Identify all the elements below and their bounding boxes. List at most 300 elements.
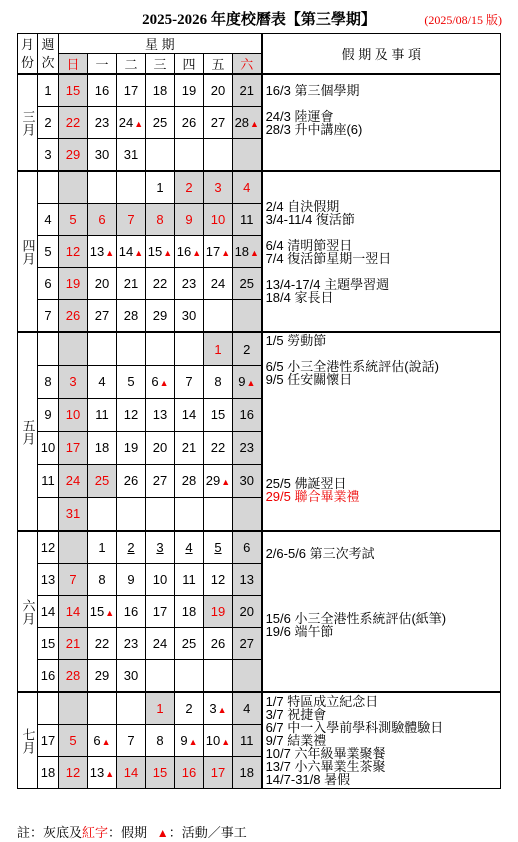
week-number: 7 <box>38 300 59 333</box>
day-number: 18 <box>181 604 197 619</box>
activity-triangle-icon: ▲ <box>105 769 115 779</box>
day-number: 16 <box>94 83 110 98</box>
day-number: 27 <box>239 636 255 651</box>
event-item <box>266 651 498 664</box>
week-number: 15 <box>38 628 59 660</box>
week-number <box>38 692 59 725</box>
day-cell <box>233 204 262 236</box>
week-row <box>18 692 501 725</box>
day-cell <box>146 660 175 693</box>
day-number: 9 <box>238 374 246 390</box>
day-cell <box>204 74 233 107</box>
activity-triangle-icon: ▲ <box>250 248 259 258</box>
day-number: 10 <box>65 407 81 423</box>
day-cell <box>233 564 262 596</box>
day-number: 22 <box>94 636 110 651</box>
day-cell <box>175 300 204 333</box>
day-cell <box>88 692 117 725</box>
day-number: 16 <box>239 407 255 423</box>
event-item: 18/4 家長日 <box>265 289 334 305</box>
day-cell <box>175 464 204 497</box>
day-cell <box>233 332 262 366</box>
day-number: 25 <box>94 473 110 489</box>
event-item <box>266 638 498 651</box>
day-number: 26 <box>123 473 139 489</box>
week-row <box>18 332 501 366</box>
day-number: 5 <box>127 374 135 390</box>
day-cell <box>233 107 262 139</box>
day-cell <box>233 171 262 204</box>
day-number: 17 <box>205 244 221 259</box>
day-number: 29 <box>94 668 110 683</box>
day-cell <box>146 171 175 204</box>
event-item: 7/4 復活節星期一翌日 <box>265 250 392 266</box>
day-number: 18 <box>239 765 255 780</box>
day-number: 15 <box>210 407 226 423</box>
page-header <box>0 0 518 34</box>
day-number: 2 <box>185 180 193 195</box>
day-number: 7 <box>127 212 135 227</box>
day-number: 23 <box>94 115 110 130</box>
activity-triangle-icon: ▲ <box>221 477 231 488</box>
day-cell <box>146 564 175 596</box>
day-cell <box>175 628 204 660</box>
day-number: 20 <box>239 604 255 619</box>
week-row <box>18 171 501 204</box>
event-item: 13/4-17/4 主題學習週 <box>265 276 390 292</box>
day-number: 11 <box>95 407 109 423</box>
day-number: 26 <box>65 308 81 323</box>
day-number: 2 <box>185 701 193 716</box>
day-number: 3 <box>209 701 217 716</box>
event-item: 6/7 中一入學前學科測驗體驗日 <box>265 720 444 735</box>
events-cell <box>262 74 501 171</box>
day-cell <box>146 628 175 660</box>
day-number: 10 <box>152 572 168 587</box>
day-number: 17 <box>123 83 139 98</box>
day-cell <box>233 431 262 464</box>
day-number: 28 <box>65 668 81 683</box>
day-cell <box>146 692 175 725</box>
day-cell <box>146 107 175 139</box>
day-number: 28 <box>123 308 139 323</box>
weekday-header: 三 <box>146 54 175 75</box>
day-number: 18 <box>152 83 168 98</box>
day-cell <box>233 74 262 107</box>
day-number: 29 <box>65 147 81 162</box>
event-item: 16/3 第三個學期 <box>265 82 360 98</box>
day-cell <box>146 398 175 431</box>
day-number: 3 <box>156 540 164 555</box>
activity-triangle-icon: ▲ <box>105 608 115 618</box>
day-number: 4 <box>243 180 251 195</box>
legend-activity: ：活動／事工 <box>168 825 247 840</box>
event-item <box>266 664 498 677</box>
day-number: 5 <box>69 733 77 748</box>
day-number: 23 <box>239 440 255 456</box>
day-cell <box>146 596 175 628</box>
day-number: 20 <box>94 276 110 291</box>
day-number: 14 <box>181 407 197 423</box>
day-cell <box>59 236 88 268</box>
day-number: 6 <box>93 733 101 748</box>
events-column-header: 假 期 及 事 項 <box>262 34 501 75</box>
activity-triangle-icon: ▲ <box>250 119 259 129</box>
day-number: 11 <box>240 212 254 227</box>
week-number: 9 <box>38 398 59 431</box>
event-item <box>266 149 498 162</box>
day-number: 30 <box>181 308 197 323</box>
weekday-group-header: 星 期 <box>59 34 262 54</box>
calendar-table <box>17 33 501 789</box>
day-number: 17 <box>65 440 81 456</box>
day-cell <box>233 268 262 300</box>
event-item: 3/7 祝捷會 <box>265 707 327 722</box>
day-number: 7 <box>69 572 77 587</box>
day-cell <box>59 366 88 399</box>
day-number: 22 <box>210 440 226 456</box>
day-cell <box>204 564 233 596</box>
day-cell <box>204 660 233 693</box>
day-number: 8 <box>214 374 222 390</box>
activity-triangle-icon: ▲ <box>246 378 256 389</box>
event-item: 1/7 特區成立紀念日 <box>265 694 379 709</box>
week-number: 8 <box>38 366 59 399</box>
day-cell <box>59 431 88 464</box>
month-label: 三月 <box>18 74 38 171</box>
day-number: 21 <box>65 636 81 651</box>
event-item: 28/3 升中講座(6) <box>265 121 363 137</box>
day-cell <box>175 692 204 725</box>
day-cell <box>117 300 146 333</box>
day-number: 7 <box>127 733 135 748</box>
day-number: 17 <box>210 765 226 780</box>
day-cell <box>146 725 175 757</box>
activity-triangle-icon: ▲ <box>105 248 115 258</box>
day-number: 4 <box>243 701 251 716</box>
day-number: 23 <box>123 636 139 651</box>
event-item <box>266 386 498 399</box>
events-cell <box>262 171 501 332</box>
day-cell <box>59 107 88 139</box>
day-number: 8 <box>98 572 106 587</box>
event-item <box>266 425 498 438</box>
day-number: 23 <box>181 276 197 291</box>
day-number: 28 <box>234 115 250 130</box>
day-cell <box>233 596 262 628</box>
week-number: 6 <box>38 268 59 300</box>
day-cell <box>233 660 262 693</box>
week-number: 2 <box>38 107 59 139</box>
events-cell <box>262 531 501 692</box>
day-number: 31 <box>123 147 139 162</box>
day-cell <box>59 74 88 107</box>
week-number: 12 <box>38 531 59 564</box>
week-number: 4 <box>38 204 59 236</box>
day-cell <box>175 139 204 172</box>
legend-prefix: 註：灰底及 <box>17 825 83 840</box>
day-cell <box>88 596 117 628</box>
day-cell <box>88 660 117 693</box>
day-number: 6 <box>243 540 251 555</box>
day-number: 15 <box>89 604 105 619</box>
day-number: 16 <box>176 244 192 259</box>
day-cell <box>88 107 117 139</box>
event-item: 13/7 小六畢業生茶聚 <box>265 759 386 774</box>
day-number: 30 <box>123 668 139 683</box>
day-number: 2 <box>243 341 251 357</box>
day-cell <box>233 300 262 333</box>
week-number <box>38 497 59 531</box>
day-number: 27 <box>152 473 168 489</box>
day-cell <box>175 366 204 399</box>
event-item <box>266 451 498 464</box>
day-cell <box>204 332 233 366</box>
day-cell <box>59 596 88 628</box>
legend-holiday: ：假期 <box>108 825 148 840</box>
day-number: 14 <box>118 244 134 259</box>
week-row <box>18 531 501 564</box>
day-cell <box>117 74 146 107</box>
day-cell <box>88 171 117 204</box>
day-number: 3 <box>69 374 77 390</box>
weekday-header: 五 <box>204 54 233 75</box>
event-item: 24/3 陸運會 <box>265 108 334 124</box>
week-number: 13 <box>38 564 59 596</box>
day-cell <box>59 464 88 497</box>
day-cell <box>117 107 146 139</box>
day-cell <box>117 464 146 497</box>
day-cell <box>175 757 204 789</box>
page-title: 2025-2026 年度校曆表【第三學期】 <box>142 12 376 28</box>
day-cell <box>59 204 88 236</box>
day-number: 1 <box>214 341 222 357</box>
day-cell <box>204 431 233 464</box>
day-number: 12 <box>123 407 139 423</box>
day-number: 9 <box>127 572 135 587</box>
day-cell <box>233 398 262 431</box>
day-cell <box>175 431 204 464</box>
day-number: 15 <box>65 83 81 98</box>
day-cell <box>117 660 146 693</box>
day-number: 19 <box>181 83 197 98</box>
day-cell <box>59 692 88 725</box>
day-cell <box>175 660 204 693</box>
day-number: 13 <box>89 765 105 780</box>
day-cell <box>204 757 233 789</box>
day-number: 17 <box>152 604 168 619</box>
weekday-header: 四 <box>175 54 204 75</box>
day-cell <box>146 204 175 236</box>
day-cell <box>175 497 204 531</box>
day-cell <box>117 171 146 204</box>
day-cell <box>146 431 175 464</box>
day-cell <box>59 564 88 596</box>
day-number: 29 <box>152 308 168 323</box>
day-cell <box>175 268 204 300</box>
week-number: 1 <box>38 74 59 107</box>
weekday-header: 日 <box>59 54 88 75</box>
week-number: 3 <box>38 139 59 172</box>
event-item: 15/6 小三全港性系統評估(紙筆) <box>265 610 447 626</box>
event-item: 2/6-5/6 第三次考試 <box>265 545 375 561</box>
events-cell <box>262 692 501 789</box>
day-number: 24 <box>152 636 168 651</box>
day-cell <box>117 596 146 628</box>
day-number: 21 <box>239 83 255 98</box>
day-cell <box>117 725 146 757</box>
day-number: 22 <box>152 276 168 291</box>
day-cell <box>175 398 204 431</box>
day-number: 22 <box>65 115 81 130</box>
day-cell <box>233 366 262 399</box>
day-cell <box>88 431 117 464</box>
month-label: 五月 <box>18 332 38 531</box>
day-number: 14 <box>65 604 81 619</box>
day-cell <box>204 725 233 757</box>
week-number <box>38 171 59 204</box>
day-cell <box>117 236 146 268</box>
day-cell <box>146 268 175 300</box>
day-number: 13 <box>152 407 168 423</box>
day-number: 18 <box>234 244 250 259</box>
day-cell <box>117 204 146 236</box>
day-number: 24 <box>118 115 134 130</box>
week-number <box>38 332 59 366</box>
event-item <box>266 399 498 412</box>
day-cell <box>88 139 117 172</box>
day-cell <box>233 236 262 268</box>
day-cell <box>204 139 233 172</box>
day-cell <box>146 464 175 497</box>
event-item: 25/5 佛誕翌日 <box>265 476 347 491</box>
day-cell <box>88 366 117 399</box>
week-number: 10 <box>38 431 59 464</box>
event-item <box>266 503 498 516</box>
day-number: 24 <box>65 473 81 489</box>
event-item <box>266 573 498 586</box>
day-number: 15 <box>147 244 163 259</box>
month-label: 六月 <box>18 531 38 692</box>
day-number: 19 <box>123 440 139 456</box>
day-cell <box>146 366 175 399</box>
day-cell <box>88 74 117 107</box>
day-number: 12 <box>65 244 81 259</box>
day-number: 1 <box>156 180 164 195</box>
day-number: 18 <box>94 440 110 456</box>
activity-triangle-icon: ▲ <box>159 378 169 389</box>
day-number: 30 <box>239 473 255 489</box>
event-item: 19/6 端午節 <box>265 623 334 639</box>
activity-triangle-icon: ▲ <box>134 248 144 258</box>
event-item: 9/7 結業禮 <box>265 733 327 748</box>
month-label: 七月 <box>18 692 38 789</box>
day-cell <box>59 300 88 333</box>
event-item <box>266 97 498 110</box>
day-cell <box>88 464 117 497</box>
day-cell <box>117 431 146 464</box>
activity-triangle-icon: ▲ <box>221 248 231 258</box>
event-item: 3/4-11/4 復活節 <box>265 211 355 227</box>
day-cell <box>59 757 88 789</box>
month-column-header: 月份 <box>18 34 38 75</box>
event-item <box>266 226 498 239</box>
day-cell <box>204 366 233 399</box>
day-number: 19 <box>210 604 226 619</box>
day-cell <box>117 366 146 399</box>
day-number: 27 <box>210 115 226 130</box>
day-number: 30 <box>94 147 110 162</box>
day-number: 14 <box>123 765 139 780</box>
day-cell <box>175 596 204 628</box>
day-cell <box>233 757 262 789</box>
day-cell <box>88 497 117 531</box>
day-number: 27 <box>94 308 110 323</box>
day-cell <box>204 268 233 300</box>
day-number: 10 <box>205 733 221 748</box>
day-number: 25 <box>239 276 255 291</box>
day-cell <box>88 398 117 431</box>
day-cell <box>175 204 204 236</box>
weekday-header: 二 <box>117 54 146 75</box>
day-number: 8 <box>156 212 164 227</box>
day-cell <box>175 74 204 107</box>
day-number: 7 <box>185 374 193 390</box>
day-number: 4 <box>185 540 193 555</box>
day-number: 4 <box>98 374 106 390</box>
event-item <box>266 516 498 529</box>
day-cell <box>117 268 146 300</box>
day-cell <box>117 332 146 366</box>
day-cell <box>233 725 262 757</box>
activity-triangle-icon: ▲ <box>134 119 144 129</box>
day-number: 19 <box>65 276 81 291</box>
version-label: (2025/08/15 版) <box>424 13 502 27</box>
day-cell <box>59 628 88 660</box>
weekday-header: 一 <box>88 54 117 75</box>
day-cell <box>117 139 146 172</box>
day-number: 5 <box>214 540 222 555</box>
day-number: 9 <box>185 212 193 227</box>
day-cell <box>59 398 88 431</box>
day-number: 20 <box>152 440 168 456</box>
event-item <box>266 136 498 149</box>
day-cell <box>233 464 262 497</box>
day-number: 16 <box>123 604 139 619</box>
day-cell <box>204 398 233 431</box>
week-column-header: 週次 <box>38 34 59 75</box>
day-cell <box>117 398 146 431</box>
day-number: 13 <box>89 244 105 259</box>
day-cell <box>59 268 88 300</box>
day-number: 25 <box>152 115 168 130</box>
day-cell <box>88 332 117 366</box>
day-cell <box>146 139 175 172</box>
event-item <box>266 438 498 451</box>
day-number: 13 <box>239 572 255 587</box>
day-number: 6 <box>151 374 159 390</box>
day-cell <box>146 332 175 366</box>
day-cell <box>204 497 233 531</box>
events-cell <box>262 332 501 531</box>
activity-triangle-icon: ▲ <box>217 705 227 715</box>
legend-red-text: 紅字 <box>82 825 109 840</box>
event-item <box>266 586 498 599</box>
day-cell <box>204 236 233 268</box>
day-number: 20 <box>210 83 226 98</box>
day-number: 8 <box>156 733 164 748</box>
day-number: 28 <box>181 473 197 489</box>
